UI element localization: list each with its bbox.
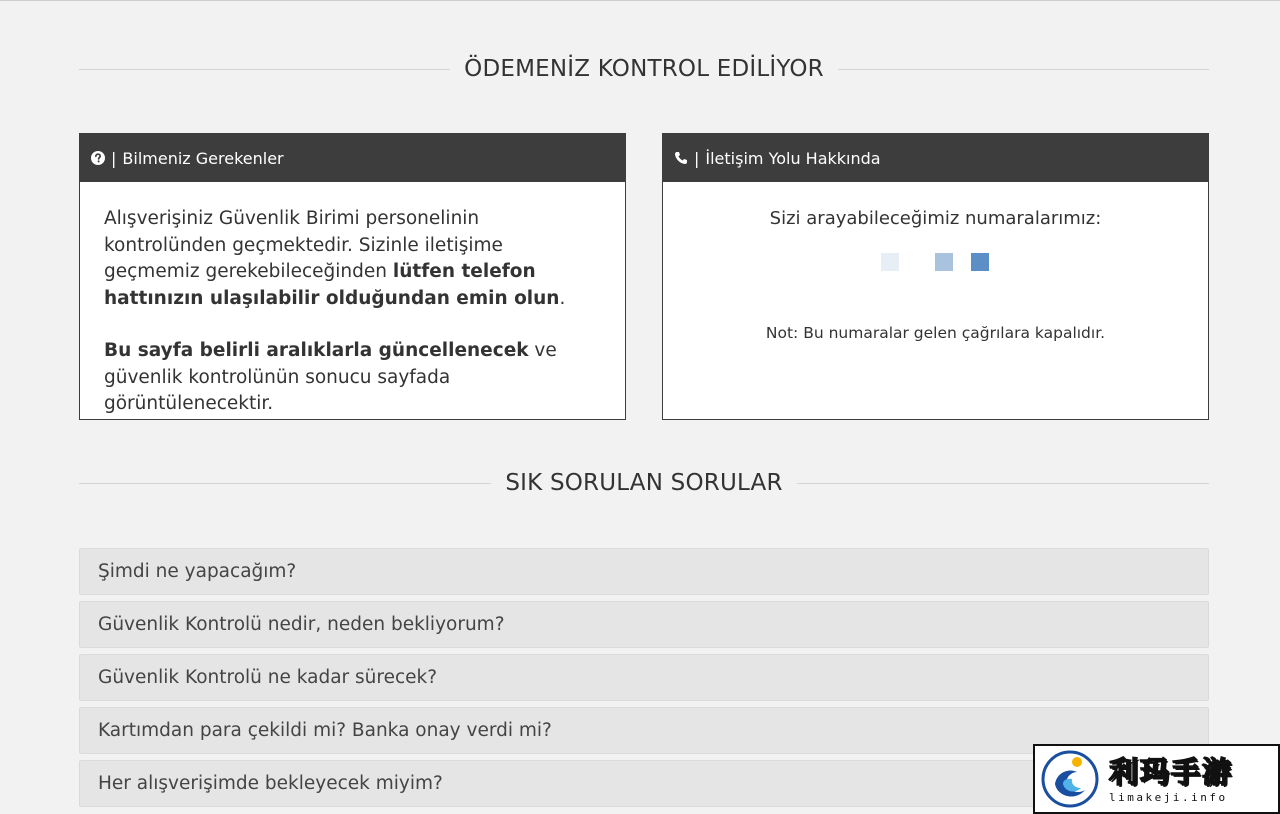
contact-panel xyxy=(662,133,1209,420)
loading-pixel xyxy=(935,253,953,271)
faq-item[interactable]: Şimdi ne yapacağım? xyxy=(79,548,1209,595)
faq-item[interactable]: Her alışverişimde bekleyecek miyim? xyxy=(79,760,1209,807)
loading-pixel xyxy=(971,253,989,271)
watermark-url: limakeji.info xyxy=(1109,790,1228,804)
faq-heading-text: SIK SORULAN SORULAR xyxy=(505,470,783,496)
loading-pixel xyxy=(881,253,899,271)
phone-icon xyxy=(674,151,688,165)
info-paragraph-1 xyxy=(104,206,601,312)
info-panel-title: Bilmeniz Gerekenler xyxy=(122,148,284,168)
info-p1-end: . xyxy=(559,287,566,309)
logo-icon xyxy=(1041,750,1099,808)
contact-panel-header xyxy=(663,134,1208,182)
info-p1-bold: lütfen telefon hattınızın ulaşılabilir olduğundan emin olun xyxy=(104,261,560,309)
payment-heading-text: ÖDEMENİZ KONTROL EDİLİYOR xyxy=(464,56,824,82)
heading-line-left xyxy=(79,69,450,70)
top-divider xyxy=(0,0,1280,1)
numbers-note: Not: Bu numaralar gelen çağrılara kapalıdır. xyxy=(765,324,1106,342)
faq-item[interactable]: Kartımdan para çekildi mi? Banka onay verdi mi? xyxy=(79,707,1209,754)
faq-item[interactable]: Güvenlik Kontrolü ne kadar sürecek? xyxy=(79,654,1209,701)
numbers-label: Sizi arayabileceğimiz numaralarımız: xyxy=(769,208,1102,229)
watermark-badge xyxy=(1033,744,1280,814)
watermark-title: 利玛手游 xyxy=(1109,754,1234,789)
header-separator: | xyxy=(694,148,700,168)
heading-line-right xyxy=(797,483,1209,484)
heading-line-left xyxy=(79,483,491,484)
numbers-loading-indicator xyxy=(663,251,1208,311)
payment-heading xyxy=(79,56,1209,82)
info-paragraph-2 xyxy=(104,338,601,418)
info-p2-text: ve güvenlik kontrolünün sonucu sayfada görüntülenecektir. xyxy=(104,340,557,414)
contact-panel-title: İletişim Yolu Hakkında xyxy=(705,148,881,168)
info-panel-header xyxy=(80,134,625,182)
header-separator: | xyxy=(111,148,117,168)
info-p2-bold: Bu sayfa belirli aralıklarla güncellenecek xyxy=(104,340,529,361)
contact-panel-body xyxy=(663,208,1208,342)
info-p1-text: Alışverişiniz Güvenlik Birimi personelinin kontrolünden geçmektedir. Sizinle iletişime geçmemiz gerekebileceğinden xyxy=(104,208,503,282)
info-panel-body xyxy=(80,182,625,418)
faq-heading xyxy=(79,470,1209,496)
question-circle-icon xyxy=(91,151,105,165)
info-panel xyxy=(79,133,626,420)
faq-item[interactable]: Güvenlik Kontrolü nedir, neden bekliyorum? xyxy=(79,601,1209,648)
watermark-text xyxy=(1109,755,1233,804)
heading-line-right xyxy=(838,69,1209,70)
